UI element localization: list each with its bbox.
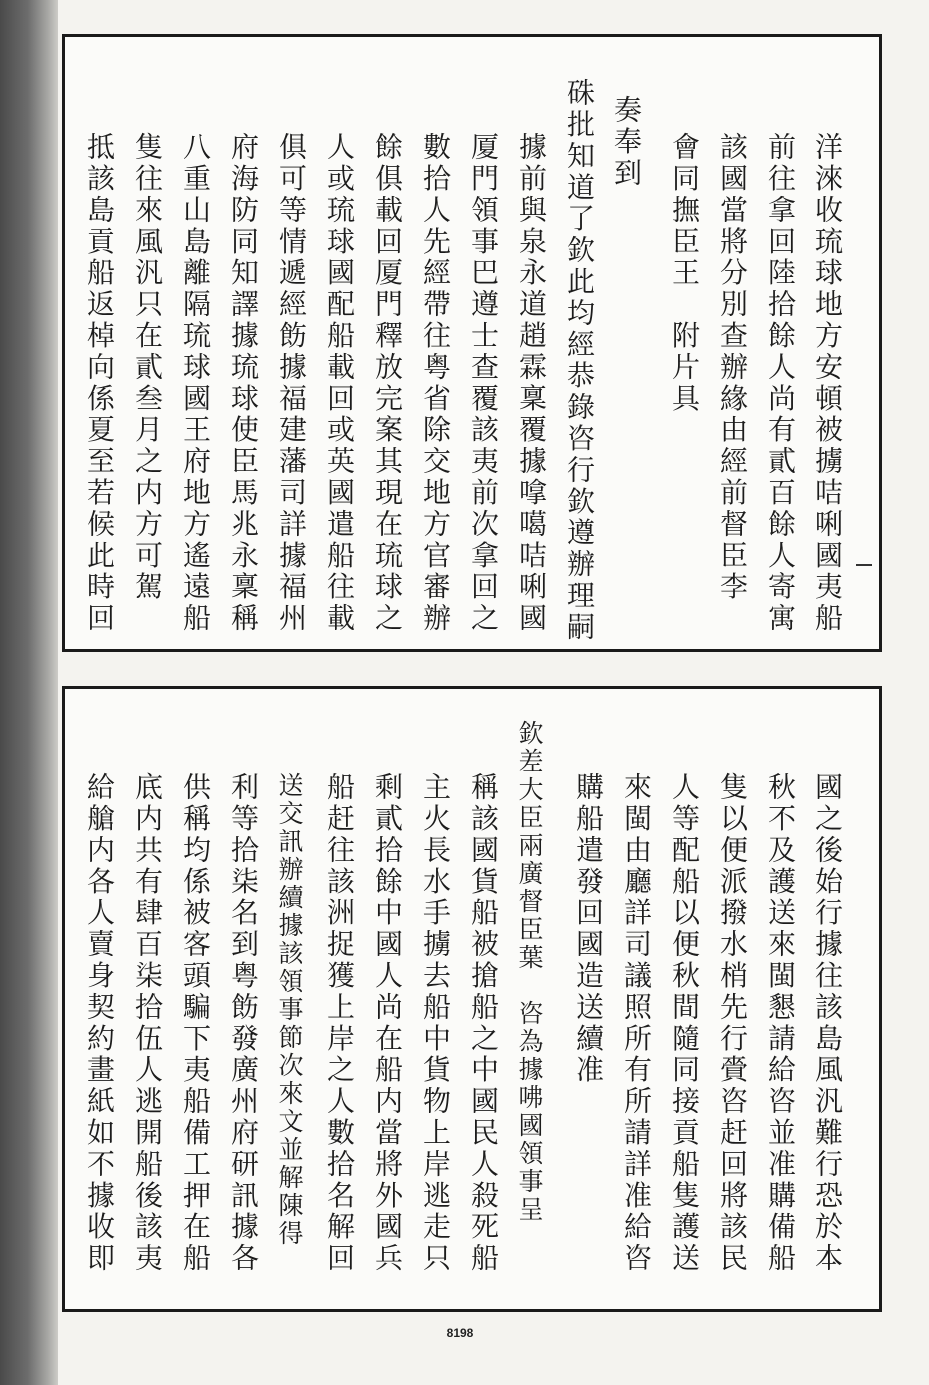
bottom-column-11: 船赶往該洲捉獲上岸之人數拾名解回 <box>323 772 356 1275</box>
margin-mark <box>856 564 872 566</box>
top-column-3: 該國當將分別查辦緣由經前督臣李 <box>716 132 749 603</box>
top-column-4: 會同撫臣王 附片具 <box>668 132 701 415</box>
top-column-10: 餘俱載回厦門釋放完案其現在琉球之 <box>371 132 404 635</box>
top-column-13: 府海防同知譯據琉球使臣馬兆永稟稱 <box>227 132 260 635</box>
bottom-column-5: 來閩由廳詳司議照所有所請詳准給咨 <box>620 772 653 1275</box>
bottom-column-15: 底内共有肆百柒拾伍人逃開船後該夷 <box>131 772 164 1275</box>
top-column-7: 據前與泉永道趙霖稟覆據嗱噶咭唎國 <box>515 132 548 635</box>
page-number: 8198 <box>446 1326 474 1340</box>
top-column-12: 俱可等情遞經飭據福建藩司詳據福州 <box>275 132 308 635</box>
top-column-8: 厦門領事巴遵士查覆該夷前次拿回之 <box>467 132 500 635</box>
bottom-column-14: 供稱均係被客頭騙下夷船備工押在船 <box>179 772 212 1275</box>
bottom-column-2: 秋不及護送來閩懇請給咨並准購備船 <box>764 772 797 1275</box>
bottom-column-3: 隻以便派撥水梢先行賫咨赶回將該民 <box>716 772 749 1275</box>
binding-gutter-shadow <box>0 0 62 1385</box>
bottom-column-7: 欽差大臣兩廣督臣葉 咨為據咈國領事呈 <box>515 720 544 1224</box>
top-column-2: 前往拿回陸拾餘人尚有貳百餘人寄寓 <box>764 132 797 635</box>
bottom-column-13: 利等拾柒名到粤飭發廣州府研訊據各 <box>227 772 260 1275</box>
top-column-1: 洋淶收琉球地方安頓被擄咭唎國夷船 <box>811 132 844 635</box>
bottom-column-12: 送交訊辦續據該領事節次來文並解陳得 <box>275 772 304 1248</box>
top-column-11: 人或琉球國配船載回或英國遣船往載 <box>323 132 356 635</box>
top-column-16: 抵該島貢船返棹向係夏至若候此時回 <box>83 132 116 635</box>
top-column-5: 奏奉到 <box>610 95 643 190</box>
bottom-column-4: 人等配船以便秋間隨同接貢船隻護送 <box>668 772 701 1275</box>
bottom-column-6: 購船遣發回國造送續准 <box>572 772 605 1086</box>
bottom-column-10: 剩貳拾餘中國人尚在船内當將外國兵 <box>371 772 404 1275</box>
top-column-9: 數拾人先經帶往粤省除交地方官審辦 <box>419 132 452 635</box>
bottom-column-1: 國之後始行據往該島風汎難行恐於本 <box>811 772 844 1275</box>
top-column-15: 隻往來風汎只在貳叁月之内方可駕 <box>131 132 164 603</box>
top-column-14: 八重山島離隔琉球國王府地方遙遠船 <box>179 132 212 635</box>
bottom-column-9: 主火長水手擄去船中貨物上岸逃走只 <box>419 772 452 1275</box>
bottom-column-8: 稱該國貨船被搶船之中國民人殺死船 <box>467 772 500 1275</box>
bottom-column-16: 給艙内各人賣身契約畫紙如不據收即 <box>83 772 116 1275</box>
top-column-6: 硃批知道了欽此均經恭錄咨行欽遵辦理嗣 <box>563 78 596 644</box>
